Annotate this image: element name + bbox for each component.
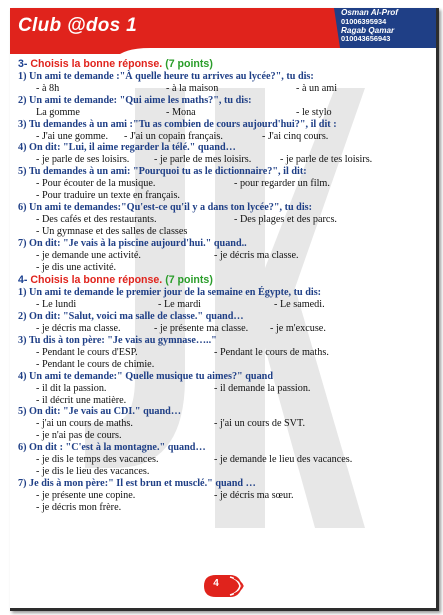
options xyxy=(18,250,432,274)
question-number: 1) xyxy=(18,287,27,299)
options xyxy=(18,154,432,166)
answer-option[interactable]: - je m'excuse. xyxy=(270,323,326,335)
question-text: Tu demandes à un ami :"Tu as combien de cours aujourd'hui?", il dit : xyxy=(28,118,337,130)
question xyxy=(18,238,432,250)
question-number: 3) xyxy=(18,335,27,347)
answer-option[interactable]: - à 8h xyxy=(36,82,60,94)
question-text: Un ami te demande:" Quelle musique tu aimes?" quand xyxy=(29,370,273,382)
answer-option[interactable]: - il demande la passion. xyxy=(214,382,311,394)
answer-option[interactable]: - je décris mon frère. xyxy=(36,501,122,513)
answer-option[interactable]: - Des plages et des parcs. xyxy=(234,213,337,225)
question-number: 6) xyxy=(18,442,27,454)
answer-option[interactable]: - je parle de mes loisirs. xyxy=(154,154,252,166)
answer-option[interactable]: - je décris ma classe. xyxy=(214,249,299,261)
question xyxy=(18,478,432,490)
options xyxy=(18,131,432,143)
section-3-heading xyxy=(18,58,432,71)
question-number: 3) xyxy=(18,118,27,130)
options xyxy=(18,490,432,514)
answer-option[interactable]: - Des cafés et des restaurants. xyxy=(36,213,157,225)
question-number: 1) xyxy=(18,71,27,82)
question-text: Je dis à mon père:" Il est brun et musclé." quand … xyxy=(29,477,256,489)
answer-option[interactable]: - le stylo xyxy=(296,106,332,118)
question xyxy=(18,95,432,107)
options xyxy=(18,83,432,95)
question-number: 4) xyxy=(18,370,27,382)
section-3-number: 3- xyxy=(18,58,28,70)
answer-option[interactable]: - je parle de ses loisirs. xyxy=(36,154,130,166)
answer-option[interactable]: - je présente ma classe. xyxy=(154,323,249,335)
question-text: Un ami te demande: "Qui aime les maths?", tu dis: xyxy=(29,94,252,106)
question-number: 7) xyxy=(18,477,27,489)
question-number: 5) xyxy=(18,406,27,418)
exercises xyxy=(18,58,432,514)
answer-option[interactable]: - je dis une activité. xyxy=(36,261,117,273)
answer-option[interactable]: - Mona xyxy=(166,106,196,118)
question-text: On dit: "Lui, il aime regarder la télé." quand… xyxy=(29,142,236,154)
question xyxy=(18,335,432,347)
question-number: 4) xyxy=(18,142,27,154)
page-number: 4 xyxy=(213,578,219,589)
question xyxy=(18,142,432,154)
author-1-phone: 01006395934 xyxy=(341,16,387,26)
options xyxy=(18,323,432,335)
worksheet-page xyxy=(10,8,439,611)
section-4-heading xyxy=(18,274,432,287)
options xyxy=(18,178,432,202)
answer-option[interactable]: - je présente une copine. xyxy=(36,489,136,501)
answer-option[interactable]: - je demande le lieu des vacances. xyxy=(214,454,353,466)
answer-option[interactable]: - J'ai un copain français. xyxy=(124,130,223,142)
answer-option[interactable]: - j'ai un cours de maths. xyxy=(36,418,133,430)
section-3-title: Choisis la bonne réponse. xyxy=(30,58,163,70)
answer-option[interactable]: - je demande une activité. xyxy=(36,249,141,261)
answer-option[interactable]: - Pour traduire un texte en français. xyxy=(36,190,180,202)
answer-option[interactable]: - il dit la passion. xyxy=(36,382,107,394)
section-3-points: (7 points) xyxy=(165,58,213,70)
section-4-title: Choisis la bonne réponse. xyxy=(30,274,163,287)
answer-option[interactable]: - je n'ai pas de cours. xyxy=(36,430,122,442)
question xyxy=(18,166,432,178)
author-block xyxy=(341,9,435,44)
question-text: On dit: "Je vais à la piscine aujourd'hui." quand.. xyxy=(29,237,247,249)
section-4-points: (7 points) xyxy=(165,274,213,287)
answer-option[interactable]: - Pour écouter de la musique. xyxy=(36,178,156,190)
options xyxy=(18,299,432,311)
answer-option[interactable]: - J'ai une gomme. xyxy=(36,130,108,142)
answer-option[interactable]: - j'ai un cours de SVT. xyxy=(214,418,306,430)
author-2-name: Ragab Qamar xyxy=(341,25,395,35)
answer-option[interactable]: - je dis le temps des vacances. xyxy=(36,454,159,466)
question-number: 2) xyxy=(18,94,27,106)
author-2-phone: 010043656943 xyxy=(341,34,391,44)
answer-option[interactable]: - Un gymnase et des salles de classes xyxy=(36,225,188,237)
question xyxy=(18,371,432,383)
answer-option[interactable]: La gomme xyxy=(36,106,80,118)
answer-option[interactable]: - Le samedi. xyxy=(274,299,325,311)
question-text: Un ami te demande le premier jour de la semaine en Égypte, tu dis: xyxy=(29,287,322,299)
question xyxy=(18,406,432,418)
answer-option[interactable]: - Pendant le cours d'ESP. xyxy=(36,346,138,358)
page-title: Club @dos 1 xyxy=(18,15,137,36)
author-1-name: Osman Al-Prof xyxy=(341,8,399,17)
question xyxy=(18,287,432,299)
options xyxy=(18,107,432,119)
answer-option[interactable]: - J'ai cinq cours. xyxy=(262,130,329,142)
options xyxy=(18,418,432,442)
question-number: 2) xyxy=(18,311,27,323)
answer-option[interactable]: - je parle de tes loisirs. xyxy=(280,154,373,166)
answer-option[interactable]: - pour regarder un film. xyxy=(234,178,330,190)
options xyxy=(18,347,432,371)
options xyxy=(18,454,432,478)
answer-option[interactable]: - je décris ma classe. xyxy=(36,323,121,335)
answer-option[interactable]: - Pendant le cours de maths. xyxy=(214,346,329,358)
question-text: Un ami te demandes:"Qu'est-ce qu'il y a dans ton lycée?", tu dis: xyxy=(29,201,313,213)
answer-option[interactable]: - Pendant le cours de chimie. xyxy=(36,358,155,370)
answer-option[interactable]: - je décris ma sœur. xyxy=(214,489,294,501)
answer-option[interactable]: - je dis le lieu des vacances. xyxy=(36,466,150,477)
options xyxy=(18,214,432,238)
question xyxy=(18,311,432,323)
question-number: 6) xyxy=(18,201,27,213)
answer-option[interactable]: - Le mardi xyxy=(158,299,201,311)
answer-option[interactable]: - il décrit une matière. xyxy=(36,394,127,406)
question xyxy=(18,71,432,83)
question-text: On dit : "C'est à la montagne." quand… xyxy=(29,442,206,454)
options xyxy=(18,383,432,407)
answer-option[interactable]: - à la maison xyxy=(166,82,219,94)
question-number: 7) xyxy=(18,237,27,249)
answer-option[interactable]: - Le lundi xyxy=(36,299,77,311)
question-number: 5) xyxy=(18,166,27,178)
question xyxy=(18,202,432,214)
question-text: Tu demandes à un ami: "Pourquoi tu as le dictionnaire?", il dit: xyxy=(28,166,307,178)
question-text: Un ami te demande :"À quelle heure tu arrives au lycée?", tu dis: xyxy=(29,71,314,82)
question-text: Tu dis à ton père: "Je vais au gymnase….." xyxy=(28,335,217,347)
question xyxy=(18,442,432,454)
section-4-number: 4- xyxy=(18,274,28,287)
question xyxy=(18,119,432,131)
question-text: On dit: "Salut, voici ma salle de classe." quand… xyxy=(29,311,244,323)
answer-option[interactable]: - à un ami xyxy=(296,82,338,94)
question-text: On dit: "Je vais au CDI." quand… xyxy=(29,406,182,418)
